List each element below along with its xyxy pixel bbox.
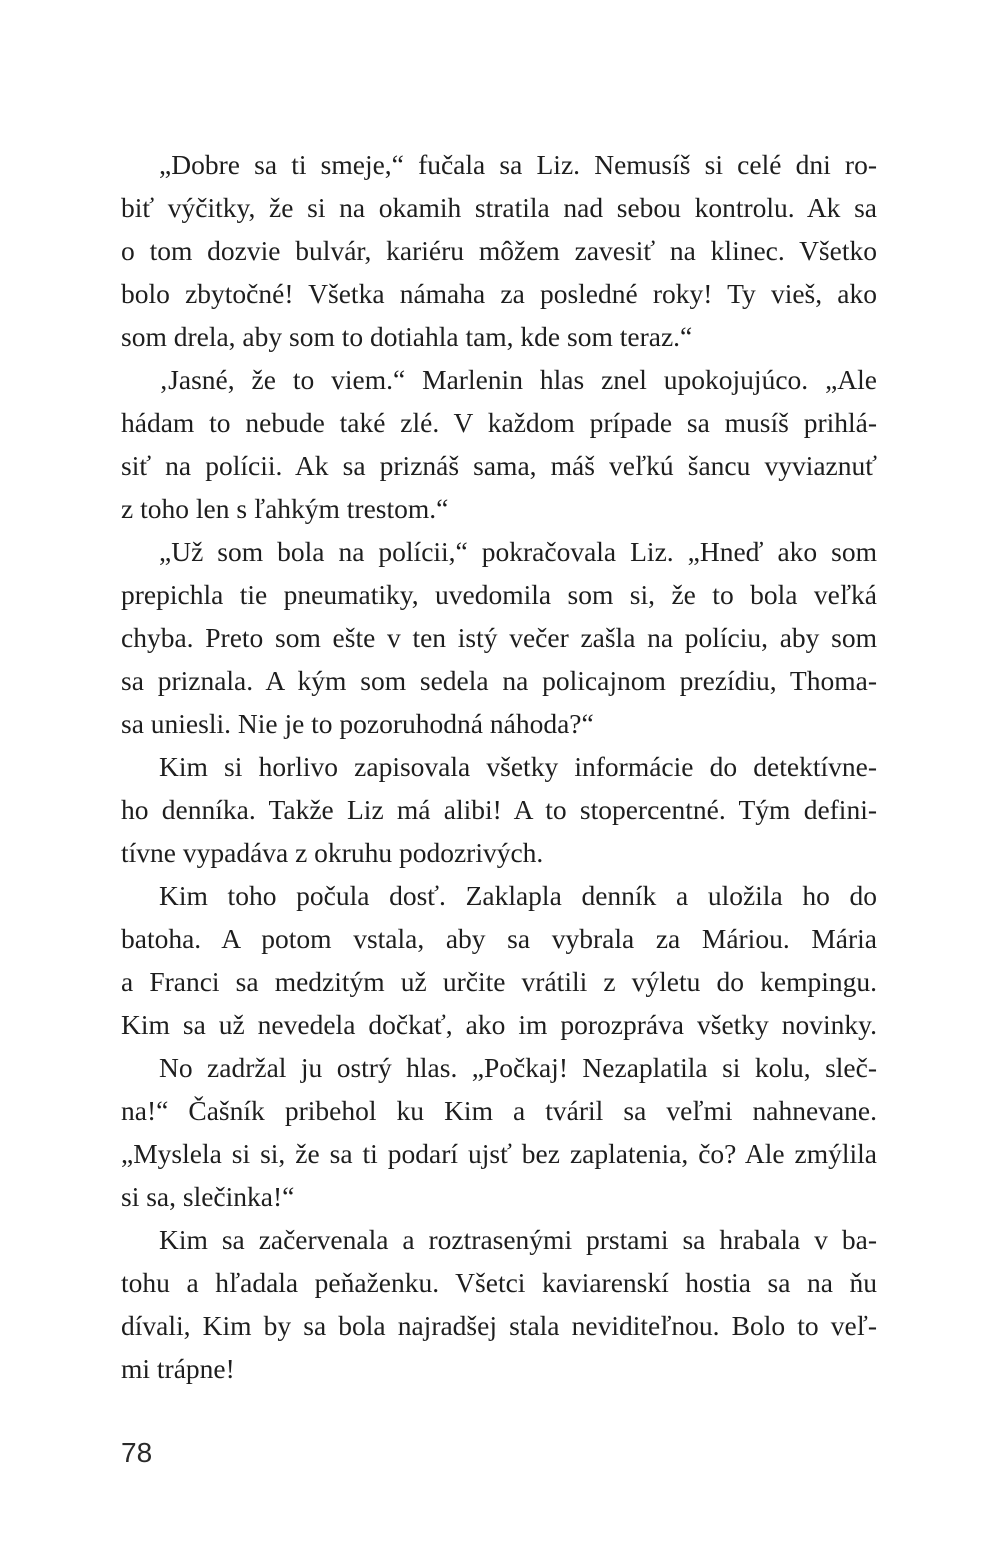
text-line: o tom dozvie bulvár, kariéru môžem zavesiť na klinec. Všetko [121, 235, 877, 266]
text-line: sa uniesli. Nie je to pozoruhodná náhoda?“ [121, 708, 594, 739]
text-line: Kim toho počula dosť. Zaklapla denník a uložila ho do [159, 880, 877, 911]
text-line: Kim sa už nevedela dočkať, ako im porozpráva všetky novinky. [121, 1009, 877, 1040]
text-line: na!“ Čašník pribehol ku Kim a tváril sa veľmi nahnevane. [121, 1095, 877, 1126]
text-line: Kim si horlivo zapisovala všetky informácie do detektívne- [159, 751, 877, 782]
text-line: tívne vypadáva z okruhu podozrivých. [121, 837, 544, 868]
page-number: 78 [121, 1437, 153, 1468]
text-line: ho denníka. Takže Liz má alibi! A to stopercentné. Tým defini- [121, 794, 877, 825]
text-line: sa priznala. A kým som sedela na policajnom prezídiu, Thoma- [121, 665, 877, 696]
text-line: No zadržal ju ostrý hlas. „Počkaj! Nezaplatila si kolu, sleč- [159, 1052, 877, 1083]
text-line: batoha. A potom vstala, aby sa vybrala za Máriou. Mária [121, 923, 877, 954]
text-line: z toho len s ľahkým trestom.“ [121, 493, 449, 524]
text-line: hádam to nebude také zlé. V každom prípade sa musíš prihlá- [121, 407, 877, 438]
text-line: „Dobre sa ti smeje,“ fučala sa Liz. Nemusíš si celé dni ro- [159, 149, 877, 180]
text-line: Kim sa začervenala a roztrasenými prstami sa hrabala v ba- [159, 1224, 877, 1255]
text-line: „Už som bola na polícii,“ pokračovala Liz. „Hneď ako som [159, 536, 877, 567]
text-line: „Myslela si si, že sa ti podarí ujsť bez zaplatenia, čo? Ale zmýlila [121, 1138, 877, 1169]
text-line: a Franci sa medzitým už určite vrátili z výletu do kempingu. [121, 966, 877, 997]
text-line: biť výčitky, že si na okamih stratila nad sebou kontrolu. Ak sa [121, 192, 877, 223]
text-line: tohu a hľadala peňaženku. Všetci kaviarenskí hostia sa na ňu [121, 1267, 877, 1298]
text-line: som drela, aby som to dotiahla tam, kde som teraz.“ [121, 321, 693, 352]
text-line: siť na polícii. Ak sa priznáš sama, máš veľkú šancu vyviaznuť [121, 450, 877, 481]
text-line: mi trápne! [121, 1353, 235, 1384]
text-line: bolo zbytočné! Všetka námaha za posledné roky! Ty vieš, ako [121, 278, 877, 309]
text-line: ‚Jasné, že to viem.“ Marlenin hlas znel upokojujúco. „Ale [159, 364, 877, 395]
text-line: si sa, slečinka!“ [121, 1181, 295, 1212]
text-line: chyba. Preto som ešte v ten istý večer zašla na políciu, aby som [121, 622, 877, 653]
text-line: dívali, Kim by sa bola najradšej stala neviditeľnou. Bolo to veľ- [121, 1310, 877, 1341]
text-line: prepichla tie pneumatiky, uvedomila som si, že to bola veľká [121, 579, 877, 610]
